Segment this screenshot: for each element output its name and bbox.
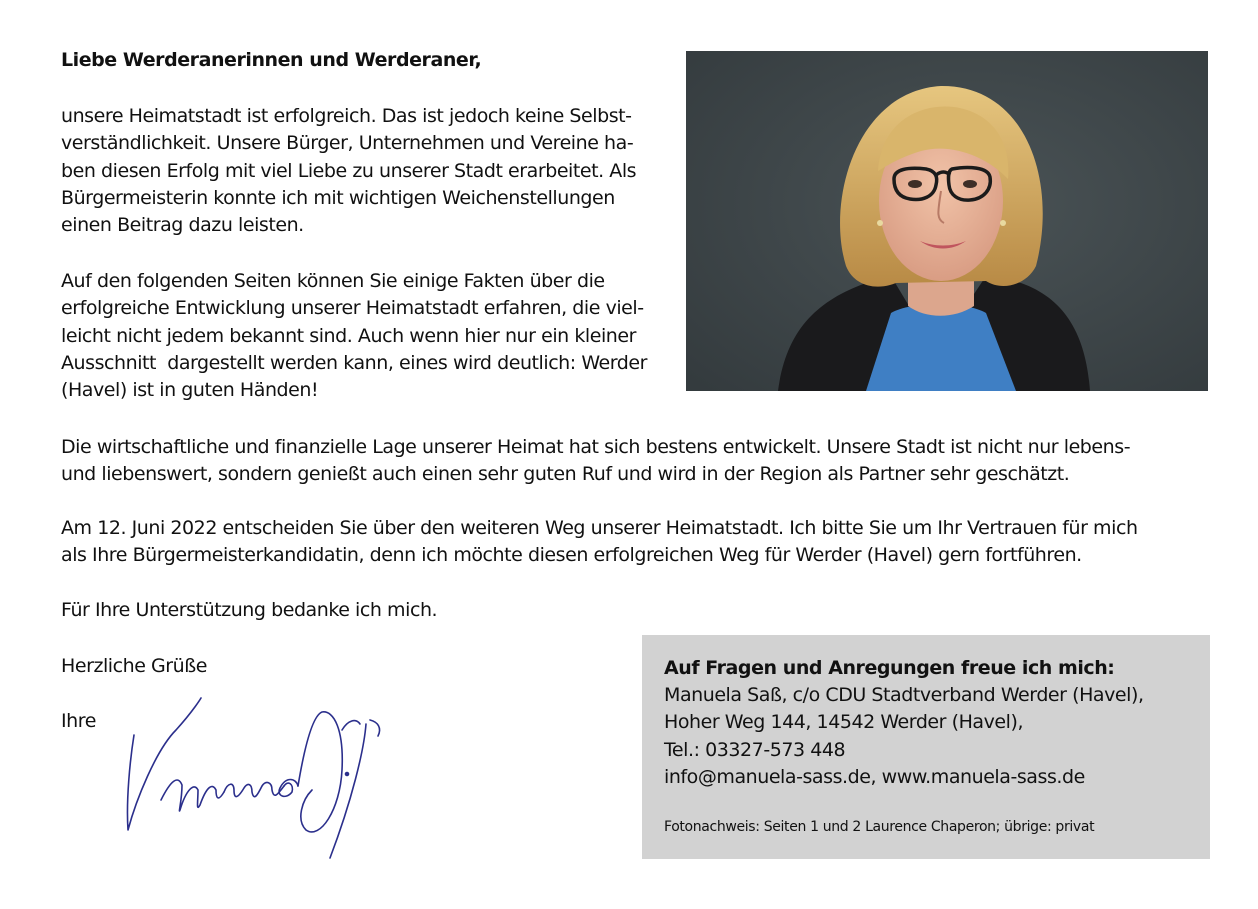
text-line: (Havel) ist in guten Händen! [61,379,319,402]
photo-credit: Fotonachweis: Seiten 1 und 2 Laurence Chaperon; übrige: privat [664,819,1095,835]
text-line: ben diesen Erfolg mit viel Liebe zu unserer Stadt erarbeitet. Als [61,159,637,182]
contact-name: Manuela Saß, c/o CDU Stadtverband Werder (Havel), [664,684,1144,706]
text-line: leicht nicht jedem bekannt sind. Auch wenn hier nur ein kleiner [61,324,636,347]
contact-details [664,682,1144,791]
salutation: Liebe Werderanerinnen und Werderaner, [61,49,482,71]
closing-ihre: Ihre [61,710,96,732]
contact-web: info@manuela-sass.de, www.manuela-sass.de [664,765,1085,788]
text-line: erfolgreiche Entwicklung unserer Heimatstadt erfahren, die viel- [61,297,644,320]
thanks-line: Für Ihre Unterstützung bedanke ich mich. [61,599,438,621]
paragraph-facts [61,268,671,404]
portrait-photo [686,51,1208,391]
text-line: als Ihre Bürgermeisterkandidatin, denn ich möchte diesen erfolgreichen Weg für Werder (Havel) gern fortführen. [61,544,1082,567]
paragraph-economy [61,434,1211,489]
text-line: verständlichkeit. Unsere Bürger, Unternehmen und Vereine ha- [61,132,634,155]
text-line: einen Beitrag dazu leisten. [61,214,304,237]
paragraph-election [61,515,1211,570]
text-line: Ausschnitt dargestellt werden kann, eines wird deutlich: Werder [61,351,648,374]
text-line: Bürgermeisterin konnte ich mit wichtigen Weichenstellungen [61,186,615,209]
contact-box [642,635,1210,859]
text-line: und liebenswert, sondern genießt auch einen sehr guten Ruf und wird in der Region als Partner sehr geschätzt. [61,463,1070,486]
text-line: unsere Heimatstadt ist erfolgreich. Das ist jedoch keine Selbst- [61,105,632,127]
text-line: Am 12. Juni 2022 entscheiden Sie über den weiteren Weg unserer Heimatstadt. Ich bitte Sie um Ihr Vertrauen für mich [61,517,1138,539]
paragraph-intro [61,103,671,239]
contact-address: Hoher Weg 144, 14542 Werder (Havel), [664,711,1024,734]
handwritten-signature [116,690,391,865]
contact-phone: Tel.: 03327-573 448 [664,738,846,761]
text-line: Auf den folgenden Seiten können Sie einige Fakten über die [61,270,605,292]
closing-greeting: Herzliche Grüße [61,655,208,677]
text-line: Die wirtschaftliche und finanzielle Lage unserer Heimat hat sich bestens entwickelt. Unsere Stadt ist nicht nur lebens- [61,436,1131,458]
contact-heading: Auf Fragen und Anregungen freue ich mich: [664,657,1115,679]
